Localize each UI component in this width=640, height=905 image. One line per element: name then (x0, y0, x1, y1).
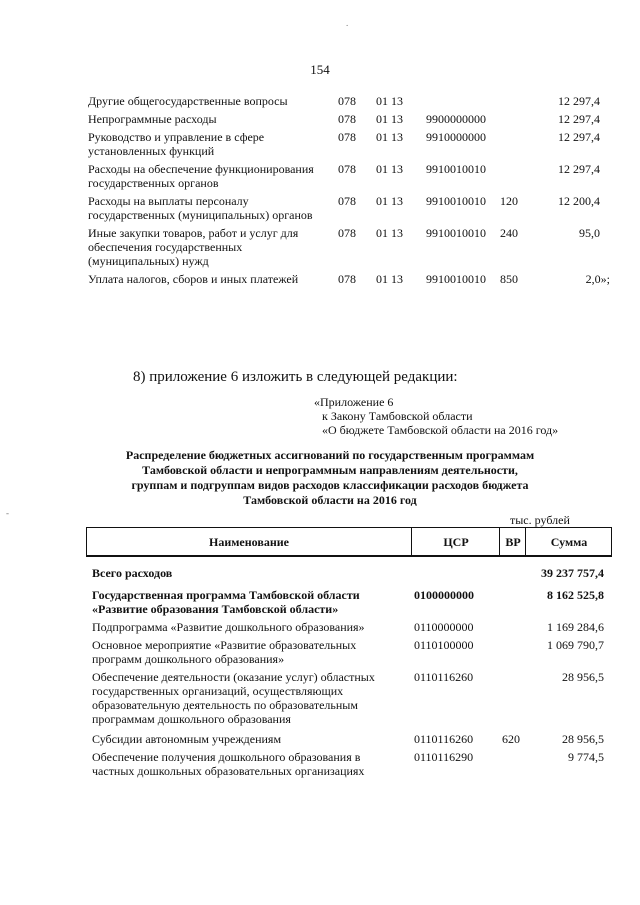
row-csr: 0110116290 (414, 750, 474, 764)
margin-mark-left: - (6, 508, 9, 518)
row-sum: 1 169 284,6 (547, 620, 604, 634)
table-row (92, 732, 612, 746)
row-csr: 9910010010 (426, 226, 486, 240)
table-row (88, 130, 608, 158)
annex-line-1: «Приложение 6 (314, 395, 394, 409)
header-name: Наименование (209, 535, 289, 549)
table-row (88, 162, 608, 190)
row-sum: 12 297,4 (558, 94, 600, 108)
row-grbs: 078 (338, 226, 356, 240)
margin-mark-top: . (346, 18, 349, 28)
table-row (88, 272, 608, 286)
row-vr: 850 (500, 272, 518, 286)
row-vr: 120 (500, 194, 518, 208)
row-section: 01 13 (376, 130, 403, 144)
annex-line-2: к Закону Тамбовской области (322, 409, 473, 423)
row-grbs: 078 (338, 94, 356, 108)
row-grbs: 078 (338, 162, 356, 176)
row-sum: 1 069 790,7 (547, 638, 604, 652)
heading-line-2: Тамбовской области и непрограммным направлениям деятельности, (142, 463, 518, 477)
row-csr: 9910010010 (426, 272, 486, 286)
table-row (92, 566, 612, 580)
row-sum: 39 237 757,4 (541, 566, 604, 580)
row-csr: 9910000000 (426, 130, 486, 144)
heading-line-3: группам и подгруппам видов расходов классификации расходов бюджета (131, 478, 529, 492)
table-row (88, 94, 608, 108)
table-row (92, 750, 612, 778)
row-name: Основное мероприятие «Развитие образовательных программ дошкольного образования» (92, 638, 357, 666)
row-section: 01 13 (376, 194, 403, 208)
header-vr: ВР (499, 528, 526, 556)
header-sum: Сумма (525, 528, 612, 556)
row-sum: 12 200,4 (558, 194, 600, 208)
row-csr: 9910010010 (426, 162, 486, 176)
table-row (88, 194, 608, 222)
row-name: Всего расходов (92, 566, 173, 580)
row-sum: 12 297,4 (558, 130, 600, 144)
row-name: Обеспечение деятельности (оказание услуг) областных государственных организаций, осуществляющих образовательную деятельность по образовательным программам дошкольного образования (92, 670, 375, 726)
row-name: Руководство и управление в сфере установленных функций (88, 130, 265, 158)
row-grbs: 078 (338, 194, 356, 208)
row-sum: 8 162 525,8 (547, 588, 604, 602)
table-row (92, 670, 612, 726)
row-name: Уплата налогов, сборов и иных платежей (88, 272, 299, 286)
page-number: 154 (310, 62, 330, 77)
budget-allocation-table (92, 566, 612, 778)
table-row (88, 112, 608, 126)
annex-line-3: «О бюджете Тамбовской области на 2016 год» (322, 423, 559, 437)
row-name: Обеспечение получения дошкольного образования в частных дошкольных образовательных организациях (92, 750, 365, 778)
row-csr: 9900000000 (426, 112, 486, 126)
row-sum: 12 297,4 (558, 162, 600, 176)
row-sum: 2,0»; (585, 272, 610, 286)
row-name: Расходы на обеспечение функционирования государственных органов (88, 162, 314, 190)
row-csr: 0100000000 (414, 588, 474, 602)
row-name: Подпрограмма «Развитие дошкольного образования» (92, 620, 365, 634)
table-row (88, 226, 608, 268)
row-vr: 620 (502, 732, 520, 746)
row-section: 01 13 (376, 226, 403, 240)
row-name: Субсидии автономным учреждениям (92, 732, 282, 746)
table-header (86, 527, 612, 557)
row-sum: 28 956,5 (562, 670, 604, 684)
row-name: Непрограммные расходы (88, 112, 217, 126)
row-csr: 0110116260 (414, 670, 474, 684)
row-csr: 0110100000 (414, 638, 474, 652)
units-label: тыс. рублей (510, 513, 570, 527)
row-section: 01 13 (376, 162, 403, 176)
row-sum: 12 297,4 (558, 112, 600, 126)
row-csr: 0110116260 (414, 732, 474, 746)
table-row (92, 620, 612, 634)
row-section: 01 13 (376, 112, 403, 126)
header-csr: ЦСР (411, 528, 500, 556)
row-csr: 0110000000 (414, 620, 474, 634)
amendment-item-8: 8) приложение 6 изложить в следующей редакции: (133, 369, 458, 385)
row-name: Иные закупки товаров, работ и услуг для обеспечения государственных (муниципальных) нужд (88, 226, 299, 268)
heading-line-4: Тамбовской области на 2016 год (243, 493, 417, 507)
document-heading (60, 448, 600, 508)
row-section: 01 13 (376, 94, 403, 108)
row-grbs: 078 (338, 130, 356, 144)
row-vr: 240 (500, 226, 518, 240)
row-name: Государственная программа Тамбовской области «Развитие образования Тамбовской области» (92, 588, 360, 616)
row-sum: 28 956,5 (562, 732, 604, 746)
row-section: 01 13 (376, 272, 403, 286)
row-name: Другие общегосударственные вопросы (88, 94, 288, 108)
row-sum: 95,0 (579, 226, 600, 240)
annex-reference (314, 395, 558, 437)
row-csr: 9910010010 (426, 194, 486, 208)
row-name: Расходы на выплаты персоналу государственных (муниципальных) органов (88, 194, 313, 222)
table-row (92, 638, 612, 666)
budget-table-continuation (88, 94, 608, 286)
heading-line-1: Распределение бюджетных ассигнований по государственным программам (125, 448, 535, 462)
table-row (92, 588, 612, 616)
row-grbs: 078 (338, 112, 356, 126)
row-grbs: 078 (338, 272, 356, 286)
row-sum: 9 774,5 (568, 750, 604, 764)
